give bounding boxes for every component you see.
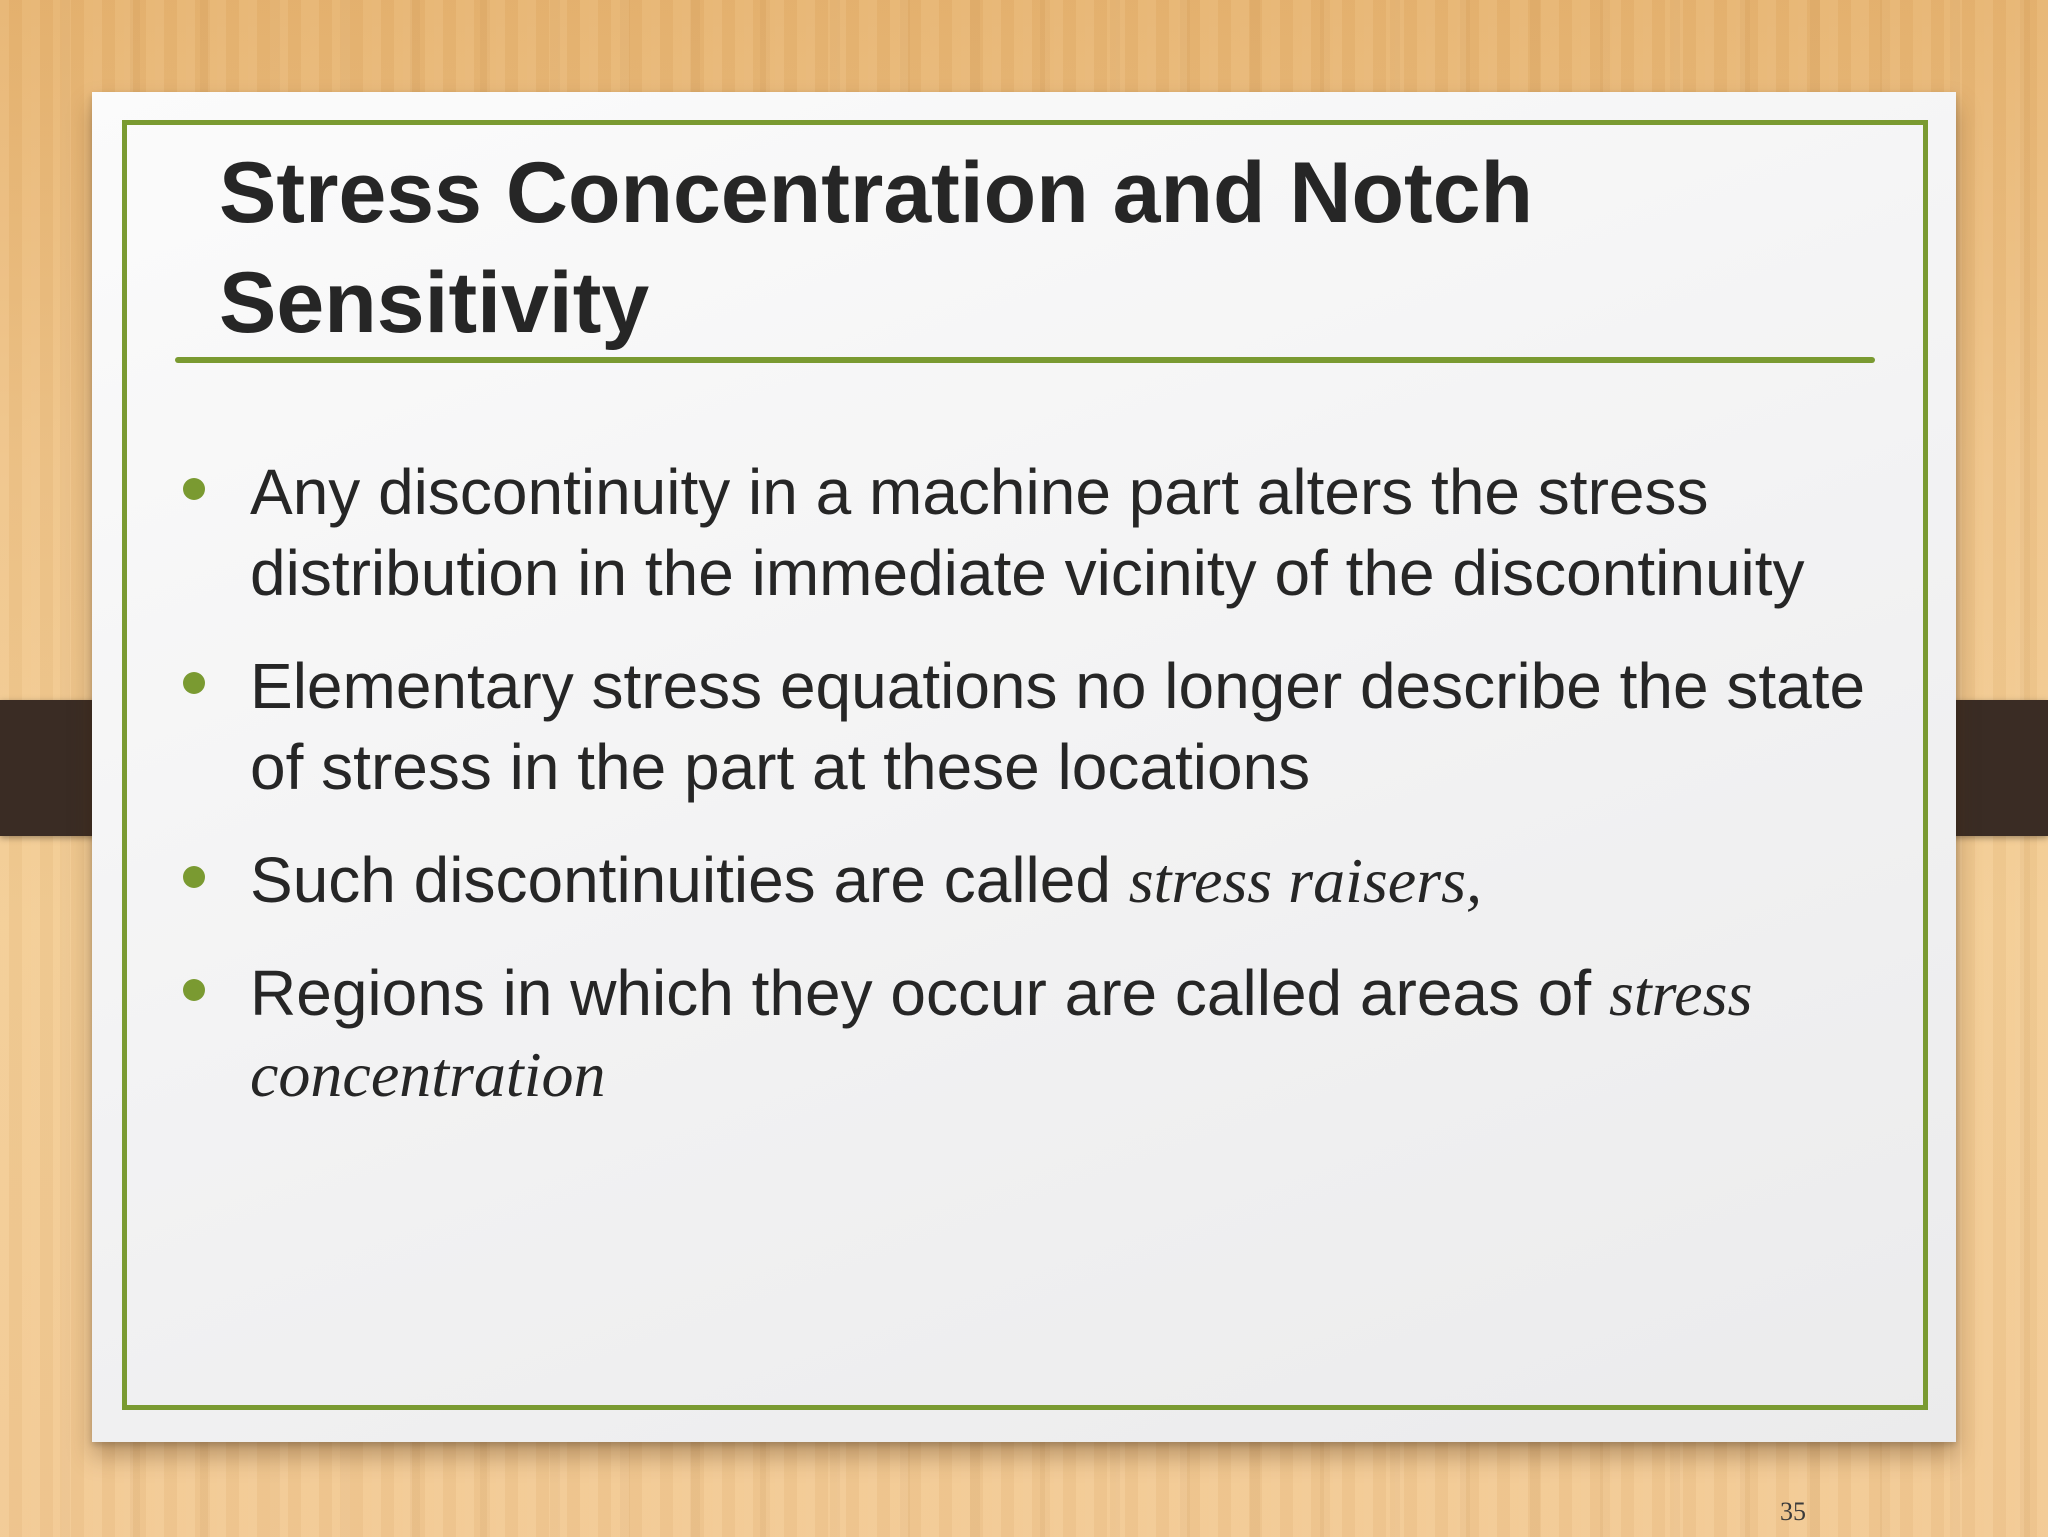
bullet-dot-icon	[183, 979, 205, 1001]
bullet-dot-icon	[183, 866, 205, 888]
bullet-text: Such discontinuities are called	[250, 844, 1129, 916]
bullet-dot-icon	[183, 672, 205, 694]
bullet-list	[250, 452, 1890, 1147]
bullet-text: Any discontinuity in a machine part alters the stress distribution in the immediate vicinity of the discontinuity	[250, 456, 1805, 609]
bullet-dot-icon	[183, 478, 205, 500]
bullet-text: Elementary stress equations no longer describe the state of stress in the part at these locations	[250, 650, 1866, 803]
bullet-item	[250, 953, 1890, 1115]
bullet-emphasis: stress concentration	[250, 958, 1753, 1110]
slide-title: Stress Concentration and Notch Sensitivity	[219, 145, 1534, 351]
title-underline	[175, 357, 1875, 363]
bullet-text: Regions in which they occur are called areas of	[250, 957, 1609, 1029]
bullet-item	[250, 452, 1890, 614]
bullet-item	[250, 840, 1890, 921]
bullet-emphasis: stress raisers,	[1128, 845, 1482, 916]
slide-number: 35	[1780, 1497, 1806, 1526]
bullet-item	[250, 646, 1890, 808]
